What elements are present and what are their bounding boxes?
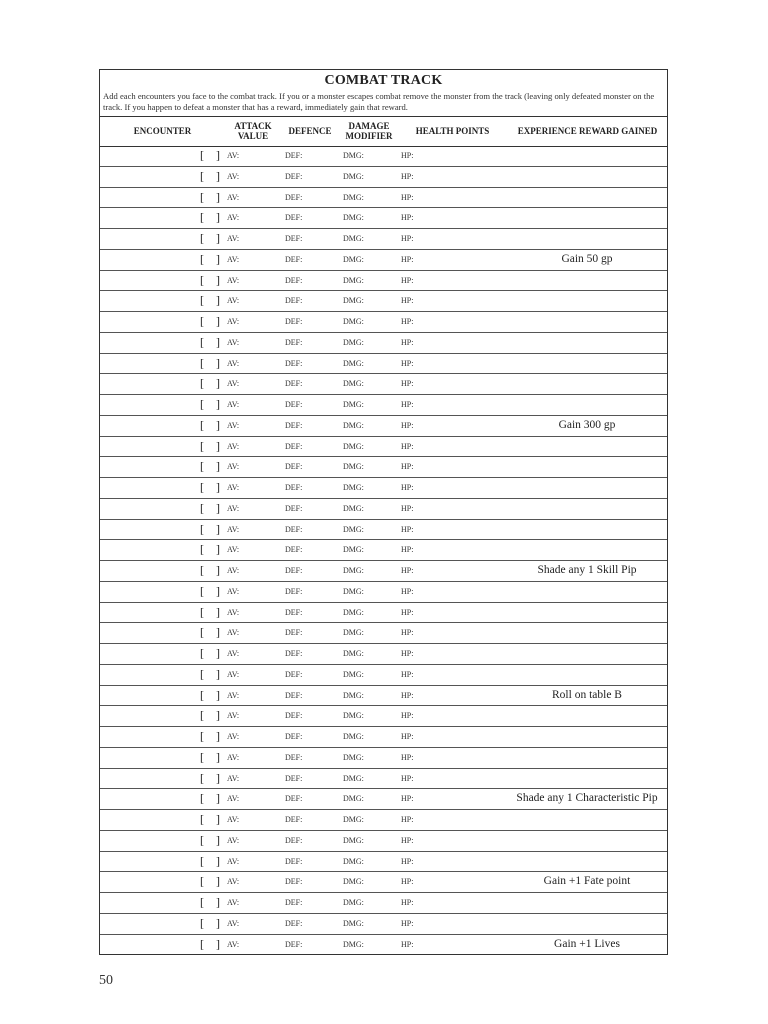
table-row xyxy=(100,582,667,603)
hp-label: HP: xyxy=(401,296,414,306)
av-label: AV: xyxy=(227,234,240,243)
table-row xyxy=(100,250,667,271)
hp-label: HP: xyxy=(401,898,414,907)
encounter-checkbox-open[interactable]: [ xyxy=(200,874,204,889)
table-row xyxy=(100,644,667,665)
av-label: AV: xyxy=(227,794,240,804)
hp-label: HP: xyxy=(401,213,414,223)
encounter-checkbox-open[interactable]: [ xyxy=(200,563,204,577)
table-row xyxy=(100,208,667,229)
encounter-checkbox-open[interactable]: [ xyxy=(200,189,204,204)
encounter-checkbox-open[interactable]: [ xyxy=(200,708,204,723)
hp-label: HP: xyxy=(401,275,414,285)
def-label: DEF: xyxy=(285,524,303,534)
hp-label: HP: xyxy=(401,939,414,949)
encounter-checkbox-close[interactable]: ] xyxy=(216,563,220,577)
av-label: AV: xyxy=(227,877,240,887)
encounter-checkbox-close[interactable]: ] xyxy=(216,708,220,723)
hp-label: HP: xyxy=(401,752,414,762)
av-label: AV: xyxy=(227,586,240,596)
encounter-checkbox-open[interactable]: [ xyxy=(200,480,204,494)
table-header xyxy=(100,116,667,146)
encounter-checkbox-close[interactable]: ] xyxy=(216,874,220,889)
dmg-label: DMG: xyxy=(343,545,364,555)
encounter-checkbox-close[interactable]: ] xyxy=(216,459,220,474)
encounter-checkbox-open[interactable]: [ xyxy=(200,853,204,868)
dmg-label: DMG: xyxy=(343,939,364,949)
av-label: AV: xyxy=(227,815,240,824)
hp-label: HP: xyxy=(401,732,414,741)
table-row xyxy=(100,748,667,769)
encounter-checkbox-open[interactable]: [ xyxy=(200,500,204,515)
header-experience-reward: EXPERIENCE REWARD GAINED xyxy=(517,126,658,136)
encounter-checkbox-open[interactable]: [ xyxy=(200,438,204,453)
table-row xyxy=(100,478,667,499)
encounter-checkbox-open[interactable]: [ xyxy=(200,832,204,847)
encounter-checkbox-close[interactable]: ] xyxy=(216,251,220,266)
av-label: AV: xyxy=(227,462,240,472)
header-damage-modifier: DAMAGE MODIFIER xyxy=(345,121,393,141)
av-label: AV: xyxy=(227,918,240,928)
encounter-checkbox-open[interactable]: [ xyxy=(200,148,204,162)
av-label: AV: xyxy=(227,607,240,617)
encounter-checkbox-close[interactable]: ] xyxy=(216,397,220,411)
av-label: AV: xyxy=(227,898,240,907)
dmg-label: DMG: xyxy=(343,296,364,306)
dmg-label: DMG: xyxy=(343,317,364,326)
dmg-label: DMG: xyxy=(343,358,364,368)
table-row xyxy=(100,520,667,541)
dmg-label: DMG: xyxy=(343,607,364,617)
encounter-checkbox-open[interactable]: [ xyxy=(200,915,204,930)
encounter-checkbox-close[interactable]: ] xyxy=(216,583,220,598)
encounter-checkbox-close[interactable]: ] xyxy=(216,853,220,868)
hp-label: HP: xyxy=(401,815,414,824)
def-label: DEF: xyxy=(285,213,303,223)
encounter-checkbox-close[interactable]: ] xyxy=(216,687,220,702)
dmg-label: DMG: xyxy=(343,566,364,575)
dmg-label: DMG: xyxy=(343,420,364,430)
experience-reward: Gain 50 gp xyxy=(561,252,613,265)
encounter-checkbox-close[interactable]: ] xyxy=(216,729,220,743)
hp-label: HP: xyxy=(401,835,414,845)
av-label: AV: xyxy=(227,939,240,949)
encounter-checkbox-open[interactable]: [ xyxy=(200,376,204,391)
encounter-checkbox-close[interactable]: ] xyxy=(216,500,220,515)
dmg-label: DMG: xyxy=(343,151,364,160)
def-label: DEF: xyxy=(285,462,303,472)
dmg-label: DMG: xyxy=(343,649,364,658)
av-label: AV: xyxy=(227,420,240,430)
hp-label: HP: xyxy=(401,254,414,264)
av-label: AV: xyxy=(227,752,240,762)
dmg-label: DMG: xyxy=(343,254,364,264)
av-label: AV: xyxy=(227,649,240,658)
av-label: AV: xyxy=(227,690,240,700)
table-row xyxy=(100,686,667,707)
dmg-label: DMG: xyxy=(343,898,364,907)
hp-label: HP: xyxy=(401,607,414,617)
encounter-checkbox-close[interactable]: ] xyxy=(216,148,220,162)
dmg-label: DMG: xyxy=(343,628,364,638)
dmg-label: DMG: xyxy=(343,711,364,721)
encounter-checkbox-close[interactable]: ] xyxy=(216,376,220,391)
dmg-label: DMG: xyxy=(343,835,364,845)
encounter-checkbox-open[interactable]: [ xyxy=(200,293,204,308)
encounter-checkbox-open[interactable]: [ xyxy=(200,251,204,266)
hp-label: HP: xyxy=(401,918,414,928)
av-label: AV: xyxy=(227,441,240,451)
av-label: AV: xyxy=(227,545,240,555)
table-row xyxy=(100,623,667,644)
experience-reward: Gain 300 gp xyxy=(558,418,616,431)
def-label: DEF: xyxy=(285,898,303,907)
hp-label: HP: xyxy=(401,856,414,866)
dmg-label: DMG: xyxy=(343,234,364,243)
def-label: DEF: xyxy=(285,358,303,368)
encounter-checkbox-open[interactable]: [ xyxy=(200,604,204,619)
encounter-checkbox-open[interactable]: [ xyxy=(200,231,204,245)
table-row xyxy=(100,167,667,188)
av-label: AV: xyxy=(227,275,240,285)
hp-label: HP: xyxy=(401,400,414,409)
dmg-label: DMG: xyxy=(343,732,364,741)
table-row xyxy=(100,852,667,873)
hp-label: HP: xyxy=(401,483,414,492)
table-row xyxy=(100,706,667,727)
dmg-label: DMG: xyxy=(343,171,364,181)
av-label: AV: xyxy=(227,732,240,741)
encounter-checkbox-open[interactable]: [ xyxy=(200,542,204,557)
encounter-checkbox-close[interactable]: ] xyxy=(216,749,220,764)
def-label: DEF: xyxy=(285,234,303,243)
table-row xyxy=(100,354,667,375)
def-label: DEF: xyxy=(285,400,303,409)
encounter-checkbox-close[interactable]: ] xyxy=(216,210,220,225)
encounter-checkbox-open[interactable]: [ xyxy=(200,168,204,183)
hp-label: HP: xyxy=(401,545,414,555)
def-label: DEF: xyxy=(285,545,303,555)
hp-label: HP: xyxy=(401,794,414,804)
encounter-checkbox-open[interactable]: [ xyxy=(200,583,204,598)
encounter-checkbox-open[interactable]: [ xyxy=(200,687,204,702)
table-row xyxy=(100,769,667,790)
experience-reward: Shade any 1 Skill Pip xyxy=(537,564,637,576)
experience-reward: Gain +1 Lives xyxy=(554,937,620,950)
hp-label: HP: xyxy=(401,524,414,534)
def-label: DEF: xyxy=(285,151,303,160)
def-label: DEF: xyxy=(285,483,303,492)
def-label: DEF: xyxy=(285,586,303,596)
dmg-label: DMG: xyxy=(343,337,364,347)
hp-label: HP: xyxy=(401,503,414,513)
dmg-label: DMG: xyxy=(343,752,364,762)
encounter-checkbox-open[interactable]: [ xyxy=(200,397,204,411)
encounter-checkbox-close[interactable]: ] xyxy=(216,936,220,951)
dmg-label: DMG: xyxy=(343,877,364,887)
dmg-label: DMG: xyxy=(343,524,364,534)
dmg-label: DMG: xyxy=(343,815,364,824)
encounter-checkbox-close[interactable]: ] xyxy=(216,666,220,681)
encounter-checkbox-open[interactable]: [ xyxy=(200,334,204,349)
def-label: DEF: xyxy=(285,317,303,326)
dmg-label: DMG: xyxy=(343,462,364,472)
table-row xyxy=(100,831,667,852)
av-label: AV: xyxy=(227,379,240,389)
encounter-checkbox-open[interactable]: [ xyxy=(200,646,204,660)
av-label: AV: xyxy=(227,669,240,679)
page-number: 50 xyxy=(99,973,113,988)
av-label: AV: xyxy=(227,171,240,181)
dmg-label: DMG: xyxy=(343,213,364,223)
av-label: AV: xyxy=(227,483,240,492)
dmg-label: DMG: xyxy=(343,275,364,285)
table-row xyxy=(100,499,667,520)
av-label: AV: xyxy=(227,566,240,575)
encounter-checkbox-open[interactable]: [ xyxy=(200,417,204,432)
av-label: AV: xyxy=(227,400,240,409)
av-label: AV: xyxy=(227,711,240,721)
av-label: AV: xyxy=(227,358,240,368)
table-row xyxy=(100,374,667,395)
encounter-checkbox-close[interactable]: ] xyxy=(216,293,220,308)
def-label: DEF: xyxy=(285,192,303,202)
def-label: DEF: xyxy=(285,296,303,306)
av-label: AV: xyxy=(227,296,240,306)
def-label: DEF: xyxy=(285,566,303,575)
encounter-checkbox-close[interactable]: ] xyxy=(216,646,220,660)
av-label: AV: xyxy=(227,213,240,223)
av-label: AV: xyxy=(227,337,240,347)
def-label: DEF: xyxy=(285,939,303,949)
hp-label: HP: xyxy=(401,711,414,721)
encounter-checkbox-open[interactable]: [ xyxy=(200,355,204,370)
encounter-checkbox-close[interactable]: ] xyxy=(216,812,220,826)
table-row xyxy=(100,146,667,167)
def-label: DEF: xyxy=(285,773,303,783)
dmg-label: DMG: xyxy=(343,400,364,409)
dmg-label: DMG: xyxy=(343,918,364,928)
hp-label: HP: xyxy=(401,234,414,243)
encounter-checkbox-close[interactable]: ] xyxy=(216,438,220,453)
def-label: DEF: xyxy=(285,794,303,804)
encounter-checkbox-close[interactable]: ] xyxy=(216,542,220,557)
table-row xyxy=(100,872,667,893)
encounter-checkbox-open[interactable]: [ xyxy=(200,895,204,909)
encounter-checkbox-close[interactable]: ] xyxy=(216,334,220,349)
encounter-checkbox-close[interactable]: ] xyxy=(216,231,220,245)
encounter-checkbox-open[interactable]: [ xyxy=(200,791,204,806)
table-row xyxy=(100,603,667,624)
def-label: DEF: xyxy=(285,254,303,264)
hp-label: HP: xyxy=(401,462,414,472)
encounter-checkbox-close[interactable]: ] xyxy=(216,272,220,287)
table-row xyxy=(100,395,667,416)
dmg-label: DMG: xyxy=(343,856,364,866)
table-row xyxy=(100,457,667,478)
av-label: AV: xyxy=(227,835,240,845)
def-label: DEF: xyxy=(285,337,303,347)
encounter-checkbox-close[interactable]: ] xyxy=(216,168,220,183)
hp-label: HP: xyxy=(401,690,414,700)
table-row xyxy=(100,789,667,810)
hp-label: HP: xyxy=(401,773,414,783)
page-title: COMBAT TRACK xyxy=(324,73,443,88)
dmg-label: DMG: xyxy=(343,192,364,202)
header-encounter: ENCOUNTER xyxy=(133,126,192,136)
av-label: AV: xyxy=(227,524,240,534)
av-label: AV: xyxy=(227,856,240,866)
table-row xyxy=(100,229,667,250)
table-row xyxy=(100,312,667,333)
encounter-checkbox-open[interactable]: [ xyxy=(200,314,204,328)
hp-label: HP: xyxy=(401,586,414,596)
def-label: DEF: xyxy=(285,669,303,679)
dmg-label: DMG: xyxy=(343,586,364,596)
table-row xyxy=(100,665,667,686)
hp-label: HP: xyxy=(401,566,414,575)
table-row xyxy=(100,727,667,748)
encounter-checkbox-close[interactable]: ] xyxy=(216,791,220,806)
encounter-checkbox-close[interactable]: ] xyxy=(216,832,220,847)
encounter-checkbox-close[interactable]: ] xyxy=(216,625,220,640)
table-row xyxy=(100,333,667,354)
encounter-checkbox-close[interactable]: ] xyxy=(216,521,220,536)
av-label: AV: xyxy=(227,773,240,783)
encounter-rows xyxy=(100,146,667,955)
hp-label: HP: xyxy=(401,337,414,347)
encounter-checkbox-close[interactable]: ] xyxy=(216,915,220,930)
dmg-label: DMG: xyxy=(343,690,364,700)
hp-label: HP: xyxy=(401,420,414,430)
av-label: AV: xyxy=(227,503,240,513)
hp-label: HP: xyxy=(401,628,414,638)
dmg-label: DMG: xyxy=(343,483,364,492)
def-label: DEF: xyxy=(285,856,303,866)
table-row xyxy=(100,416,667,437)
table-row xyxy=(100,935,667,956)
hp-label: HP: xyxy=(401,669,414,679)
hp-label: HP: xyxy=(401,649,414,658)
header-defence: DEFENCE xyxy=(288,126,332,136)
def-label: DEF: xyxy=(285,275,303,285)
dmg-label: DMG: xyxy=(343,441,364,451)
encounter-checkbox-open[interactable]: [ xyxy=(200,770,204,785)
hp-label: HP: xyxy=(401,151,414,160)
encounter-checkbox-open[interactable]: [ xyxy=(200,459,204,474)
def-label: DEF: xyxy=(285,503,303,513)
table-row xyxy=(100,540,667,561)
encounter-checkbox-close[interactable]: ] xyxy=(216,480,220,494)
av-label: AV: xyxy=(227,151,240,160)
av-label: AV: xyxy=(227,192,240,202)
encounter-checkbox-open[interactable]: [ xyxy=(200,749,204,764)
def-label: DEF: xyxy=(285,835,303,845)
experience-reward: Roll on table B xyxy=(552,688,622,701)
def-label: DEF: xyxy=(285,441,303,451)
hp-label: HP: xyxy=(401,441,414,451)
encounter-checkbox-open[interactable]: [ xyxy=(200,625,204,640)
dmg-label: DMG: xyxy=(343,794,364,804)
hp-label: HP: xyxy=(401,171,414,181)
def-label: DEF: xyxy=(285,815,303,824)
def-label: DEF: xyxy=(285,628,303,638)
def-label: DEF: xyxy=(285,690,303,700)
combat-track-sheet xyxy=(99,69,668,955)
def-label: DEF: xyxy=(285,420,303,430)
def-label: DEF: xyxy=(285,732,303,741)
table-row xyxy=(100,291,667,312)
encounter-checkbox-close[interactable]: ] xyxy=(216,604,220,619)
def-label: DEF: xyxy=(285,877,303,887)
encounter-checkbox-open[interactable]: [ xyxy=(200,812,204,826)
table-row xyxy=(100,893,667,914)
encounter-checkbox-close[interactable]: ] xyxy=(216,314,220,328)
encounter-checkbox-open[interactable]: [ xyxy=(200,272,204,287)
encounter-checkbox-open[interactable]: [ xyxy=(200,936,204,951)
dmg-label: DMG: xyxy=(343,773,364,783)
dmg-label: DMG: xyxy=(343,669,364,679)
header-attack-value: ATTACK VALUE xyxy=(234,121,272,141)
table-row xyxy=(100,561,667,582)
def-label: DEF: xyxy=(285,607,303,617)
hp-label: HP: xyxy=(401,877,414,887)
encounter-checkbox-close[interactable]: ] xyxy=(216,355,220,370)
encounter-checkbox-open[interactable]: [ xyxy=(200,729,204,743)
table-row xyxy=(100,810,667,831)
av-label: AV: xyxy=(227,317,240,326)
def-label: DEF: xyxy=(285,918,303,928)
dmg-label: DMG: xyxy=(343,379,364,389)
av-label: AV: xyxy=(227,628,240,638)
def-label: DEF: xyxy=(285,171,303,181)
hp-label: HP: xyxy=(401,192,414,202)
hp-label: HP: xyxy=(401,317,414,326)
table-row xyxy=(100,914,667,935)
table-row xyxy=(100,188,667,209)
encounter-checkbox-close[interactable]: ] xyxy=(216,417,220,432)
encounter-checkbox-close[interactable]: ] xyxy=(216,770,220,785)
encounter-checkbox-close[interactable]: ] xyxy=(216,895,220,909)
def-label: DEF: xyxy=(285,752,303,762)
def-label: DEF: xyxy=(285,711,303,721)
hp-label: HP: xyxy=(401,358,414,368)
encounter-checkbox-open[interactable]: [ xyxy=(200,210,204,225)
hp-label: HP: xyxy=(401,379,414,389)
table-row xyxy=(100,437,667,458)
experience-reward: Gain +1 Fate point xyxy=(543,875,631,888)
def-label: DEF: xyxy=(285,379,303,389)
def-label: DEF: xyxy=(285,649,303,658)
encounter-checkbox-open[interactable]: [ xyxy=(200,521,204,536)
table-row xyxy=(100,271,667,292)
dmg-label: DMG: xyxy=(343,503,364,513)
intro-text: Add each encounters you face to the combat track. If you or a monster escapes combat remove the monster from the track (leaving only defeated monster on the track. If you happen to defeat a monster that has a reward, immediately gain that reward. xyxy=(103,91,655,112)
encounter-checkbox-close[interactable]: ] xyxy=(216,189,220,204)
encounter-checkbox-open[interactable]: [ xyxy=(200,666,204,681)
av-label: AV: xyxy=(227,254,240,264)
experience-reward: Shade any 1 Characteristic Pip xyxy=(516,792,658,805)
header-health-points: HEALTH POINTS xyxy=(415,126,490,136)
